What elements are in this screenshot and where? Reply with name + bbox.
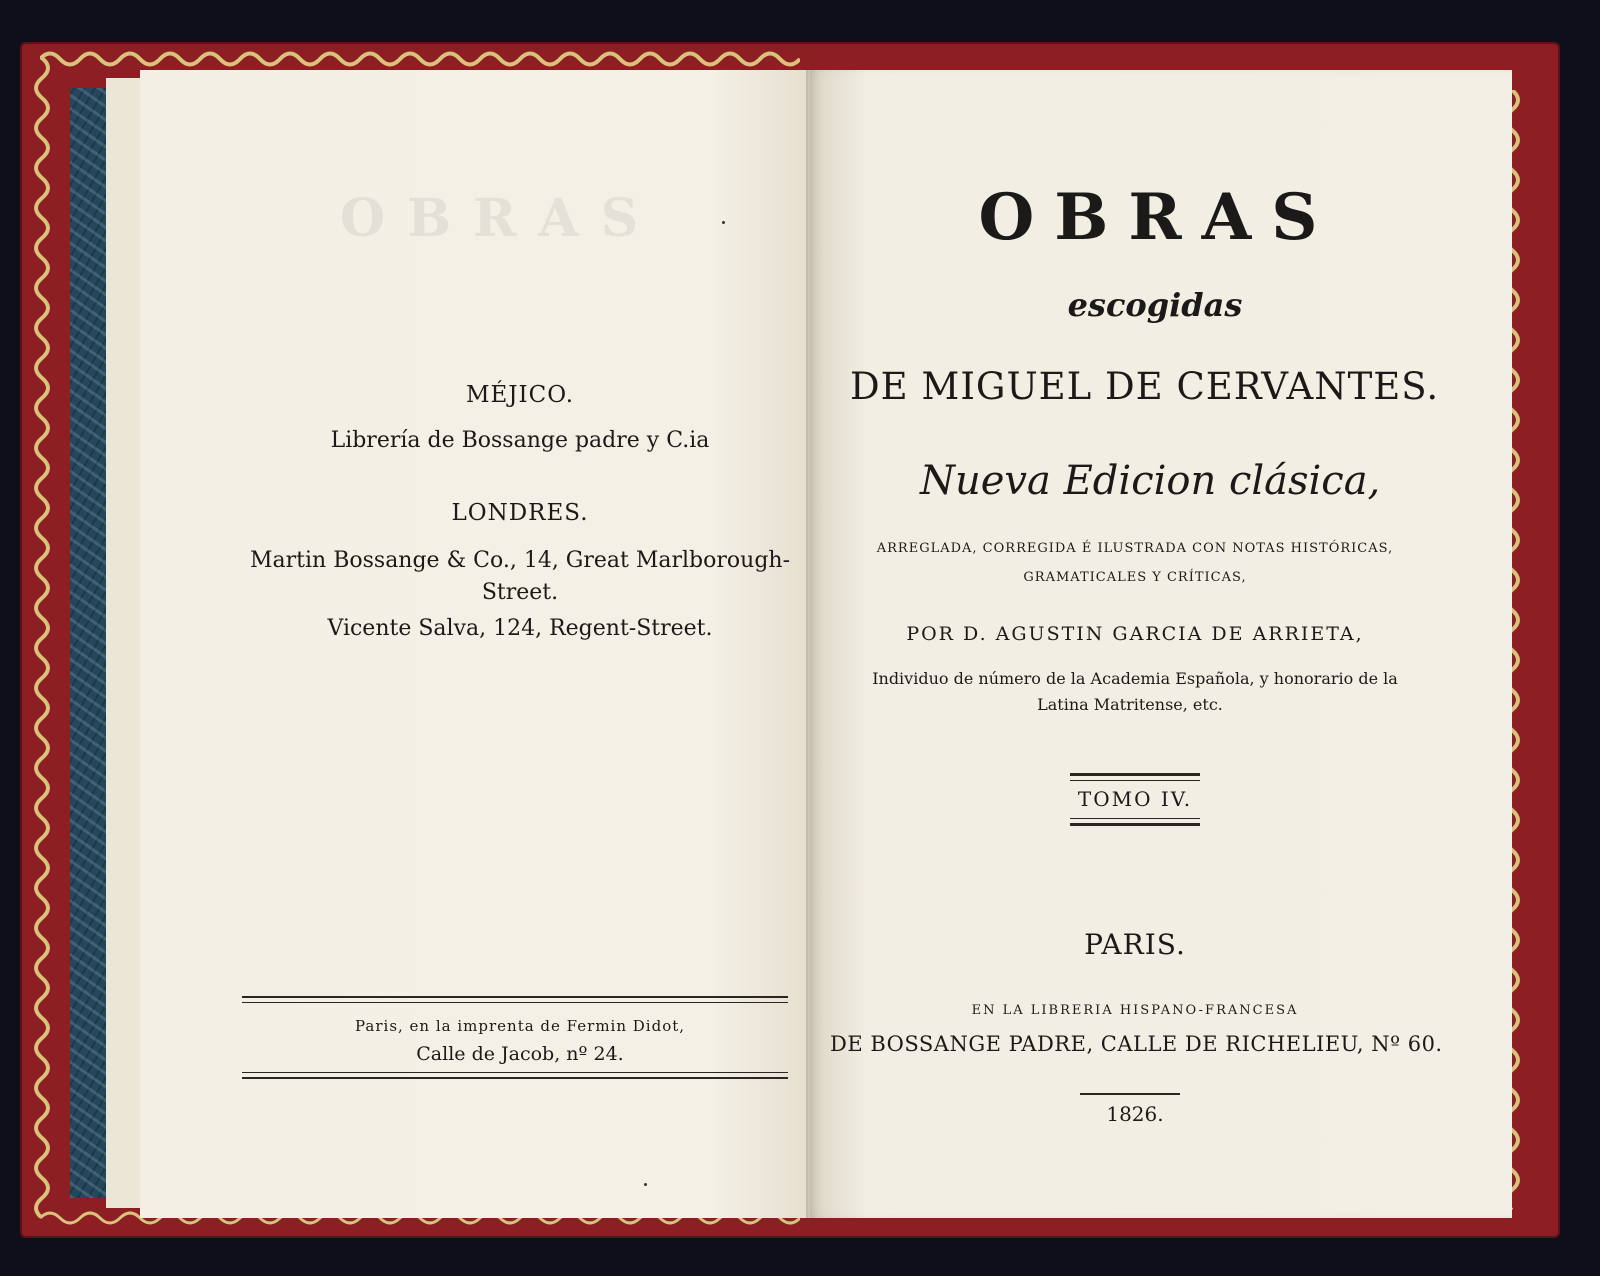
printer-rule-top-thin — [242, 1002, 788, 1003]
gold-wave-border-left — [22, 58, 62, 1218]
volume-rule-top-thin — [1070, 780, 1200, 781]
editor-title-2: Latina Matritense, etc. — [1037, 695, 1223, 714]
london-bookseller-2: Vicente Salva, 124, Regent-Street. — [327, 616, 713, 641]
publisher-line-1: EN LA LIBRERIA HISPANO-FRANCESA — [971, 1003, 1299, 1018]
london-bookseller-1-cont: Street. — [481, 580, 559, 605]
volume-rule-top-thick — [1070, 773, 1200, 776]
title: OBRAS — [978, 180, 1338, 255]
subtitle: escogidas — [1067, 286, 1243, 324]
volume-rule-bottom-thin — [1070, 818, 1200, 819]
editor-name: POR D. AGUSTIN GARCIA DE ARRIETA, — [906, 623, 1364, 645]
ink-speck — [644, 1183, 647, 1186]
author: DE MIGUEL DE CERVANTES. — [850, 365, 1440, 408]
edition-line: Nueva Edicion clásica, — [920, 458, 1381, 504]
ink-speck — [722, 221, 725, 224]
marbled-endpaper — [70, 88, 110, 1198]
volume-number: TOMO IV. — [1077, 787, 1193, 811]
printer-rule-bottom-thin — [242, 1072, 788, 1073]
description-line-1: ARREGLADA, CORREGIDA É ILUSTRADA CON NOTAS HISTÓRICAS, — [876, 541, 1394, 556]
printer-line: Paris, en la imprenta de Fermin Didot, — [354, 1017, 686, 1035]
year-rule — [1080, 1093, 1180, 1095]
volume-rule-bottom-thick — [1070, 823, 1200, 826]
mexico-bookseller: Librería de Bossange padre y C.ia — [330, 428, 710, 453]
london-bookseller-1: Martin Bossange & Co., 14, Great Marlborough- — [250, 548, 790, 573]
printer-rule-bottom-thick — [242, 1077, 788, 1079]
printer-rule-top-thick — [242, 996, 788, 998]
london-heading: LONDRES. — [451, 500, 589, 526]
editor-title-1: Individuo de número de la Academia Española, y honorario de la — [872, 669, 1398, 688]
printer-address: Calle de Jacob, nº 24. — [416, 1043, 624, 1065]
imprint-city: PARIS. — [1084, 928, 1186, 961]
show-through-title: OBRAS — [339, 188, 661, 249]
publisher-line-2: DE BOSSANGE PADRE, CALLE DE RICHELIEU, Nº 60. — [830, 1032, 1443, 1056]
publication-year: 1826. — [1106, 1102, 1164, 1126]
description-line-2: GRAMATICALES Y CRÍTICAS, — [1023, 570, 1247, 585]
mexico-heading: MÉJICO. — [465, 382, 575, 408]
